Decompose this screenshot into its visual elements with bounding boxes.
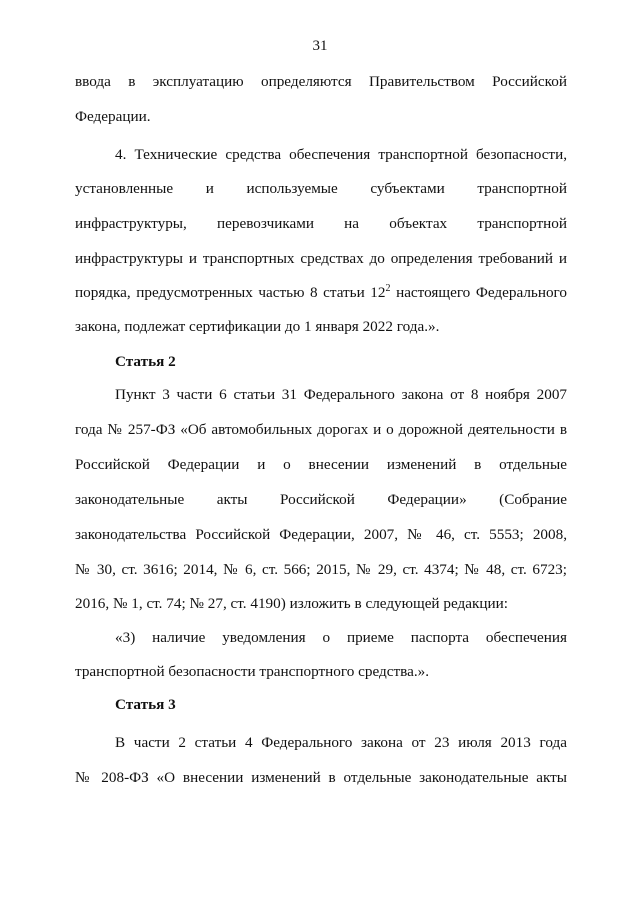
text-line: В части 2 статьи 4 Федерального закона от 23 июля 2013 года (115, 734, 567, 751)
article-2-body (75, 386, 567, 681)
text-line: транспортной безопасности транспортного средства.». (75, 663, 430, 680)
text-fragment: порядка, предусмотренных частью 8 статьи 12 (75, 284, 386, 301)
text-line: законодательства Российской Федерации, 2007, № 46, ст. 5553; 2008, (75, 526, 567, 543)
article-3-body (75, 734, 567, 787)
article-3-heading-block (75, 696, 567, 714)
text-fragment: настоящего Федерального (390, 284, 567, 301)
superscript: 2 (385, 282, 391, 294)
text-line: Пункт 3 части 6 статьи 31 Федерального закона от 8 ноября 2007 (115, 386, 567, 403)
text-line-with-superscript (75, 284, 567, 302)
text-line: закона, подлежат сертификации до 1 января 2022 года.». (75, 318, 440, 335)
paragraph-item-4 (75, 146, 567, 336)
text-line: 2016, № 1, ст. 74; № 27, ст. 4190) изложить в следующей редакции: (75, 595, 508, 612)
text-line: № 30, ст. 3616; 2014, № 6, ст. 566; 2015, № 29, ст. 4374; № 48, ст. 6723; (75, 561, 567, 578)
text-line: установленные и используемые субъектами транспортной (75, 180, 567, 197)
text-line: инфраструктуры, перевозчиками на объектах транспортной (75, 215, 567, 232)
text-line: законодательные акты Российской Федерации» (Собрание (75, 491, 567, 508)
text-line: «3) наличие уведомления о приеме паспорта обеспечения (115, 629, 567, 646)
text-line: 4. Технические средства обеспечения транспортной безопасности, (115, 146, 567, 163)
text-line: инфраструктуры и транспортных средствах до определения требований и (75, 250, 567, 267)
text-line: ввода в эксплуатацию определяются Правительством Российской (75, 73, 567, 90)
text-line: Федерации. (75, 108, 151, 125)
page-number: 31 (312, 38, 328, 54)
text-line: года № 257-ФЗ «Об автомобильных дорогах и о дорожной деятельности в (75, 421, 567, 438)
article-heading: Статья 3 (115, 696, 176, 713)
article-heading: Статья 2 (115, 353, 176, 370)
article-2-heading-block (75, 353, 567, 371)
text-line: № 208-ФЗ «О внесении изменений в отдельные законодательные акты (75, 769, 567, 786)
paragraph-continuation (75, 73, 567, 126)
text-line: Российской Федерации и о внесении изменений в отдельные (75, 456, 567, 473)
